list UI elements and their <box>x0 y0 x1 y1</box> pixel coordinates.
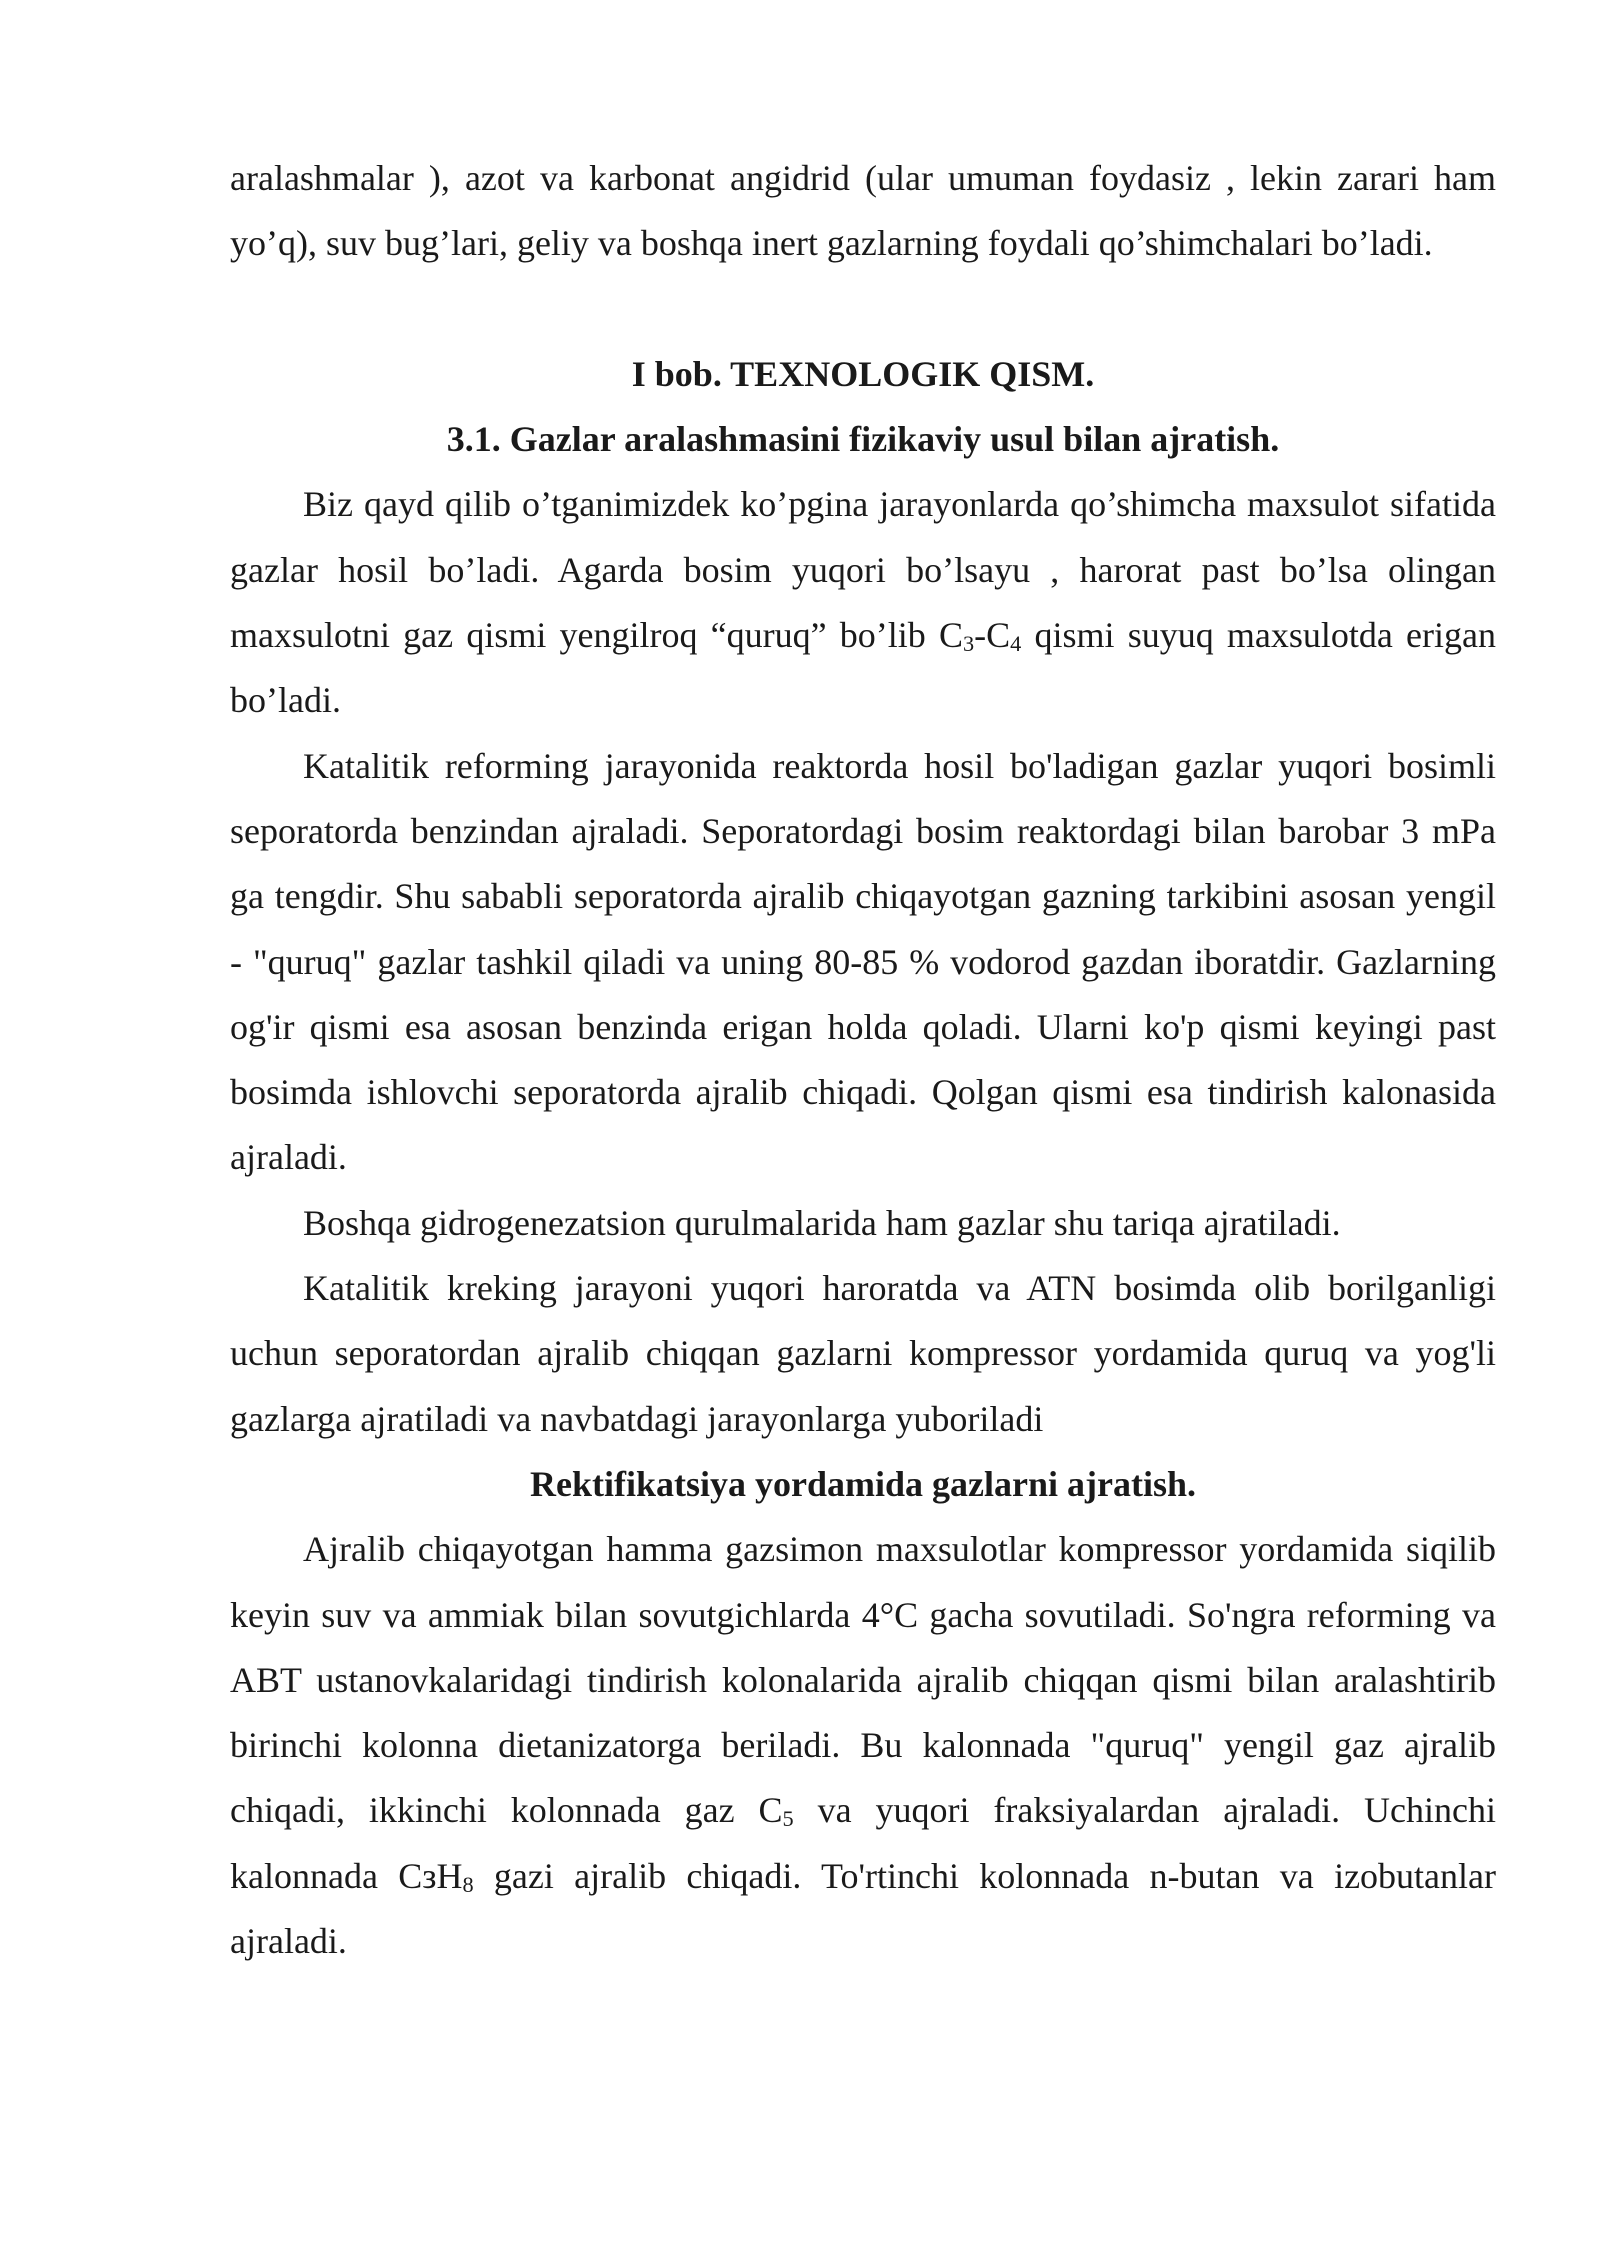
paragraph-1 <box>230 472 1496 733</box>
subscript: 3 <box>963 631 975 657</box>
paragraph-5-text-b: va yuqori fraksiyalardan ajraladi. Uchinchi kalonnada C <box>230 1790 1497 1896</box>
subsection-title: Rektifikatsiya yordamida gazlarni ajratish. <box>530 1463 1196 1504</box>
document-page <box>230 146 1496 1974</box>
paragraph-5-text-d: gazi ajralib chiqadi. To'rtinchi kolonnada n-butan va izobutanlar ajraladi. <box>230 1855 1496 1962</box>
paragraph-1-text-c: qismi suyuq maxsulotda erigan bo’ladi. <box>230 615 1496 721</box>
paragraph-5-text-a: Ajralib chiqayotgan hamma gazsimon maxsulotlar kompressor yordamida siqilib keyin suv va ammiak bilan sovutgichlarda 4°C gacha sovutiladi. So'ngra reforming va ABT ustanovkalaridagi tindirish kolonalarida ajralib chiqqan qismi bilan aralashtirib birinchi kolonna dietanizatorga beriladi. Bu kalonnada "quruq" yengil gaz ajralib chiqadi, ikkinchi kolonnada gaz C <box>230 1529 1496 1831</box>
chapter-title: I bob. TEXNOLOGIK QISM. <box>631 353 1095 394</box>
paragraph-5-text-c: зH <box>422 1855 463 1896</box>
paragraph-5 <box>230 1517 1496 1974</box>
section-title: 3.1. Gazlar aralashmasini fizikaviy usul bilan ajratish. <box>446 419 1280 460</box>
paragraph-1-text-a: Biz qayd qilib o’tganimizdek ko’pgina jarayonlarda qo’shimcha maxsulot sifatida gazlar hosil bo’ladi. Agarda bosim yuqori bo’lsayu , harorat past bo’lsa olingan maxsulotni gaz qismi yengilroq “quruq” bo’lib C <box>230 484 1496 656</box>
paragraph-4: Katalitik kreking jarayoni yuqori haroratda va ATN bosimda olib borilganligi uchun seporatordan ajralib chiqqan gazlarni kompressor yordamida quruq va yog'li gazlarga ajratiladi va navbatdagi jarayonlarga yuboriladi <box>230 1268 1496 1439</box>
paragraph-3: Boshqa gidrogenezatsion qurulmalarida ham gazlar shu tariqa ajratiladi. <box>303 1202 1341 1243</box>
spacer <box>230 277 1496 342</box>
paragraph-1-text-b: -C <box>974 615 1011 656</box>
intro-paragraph: aralashmalar ), azot va karbonat angidrid (ular umuman foydasiz , lekin zarari ham yo’q), suv bug’lari, geliy va boshqa inert gazlarning foydali qo’shimchalari bo’ladi. <box>230 158 1496 264</box>
subscript: 5 <box>782 1806 794 1832</box>
subscript: 8 <box>462 1871 474 1897</box>
paragraph-2: Katalitik reforming jarayonida reaktorda hosil bo'ladigan gazlar yuqori bosimli seporatorda benzindan ajraladi. Seporatordagi bosim reaktordagi bilan barobar 3 mPa ga tengdir. Shu sababli seporatorda ajralib chiqayotgan gazning tarkibini asosan yengil - "quruq" gazlar tashkil qiladi va uning 80-85 % vodorod gazdan iboratdir. Gazlarning og'ir qismi esa asosan benzinda erigan holda qoladi. Ularni ko'p qismi keyingi past bosimda ishlovchi seporatorda ajralib chiqadi. Qolgan qismi esa tindirish kalonasida ajraladi. <box>230 745 1496 1178</box>
subscript: 4 <box>1010 631 1022 657</box>
